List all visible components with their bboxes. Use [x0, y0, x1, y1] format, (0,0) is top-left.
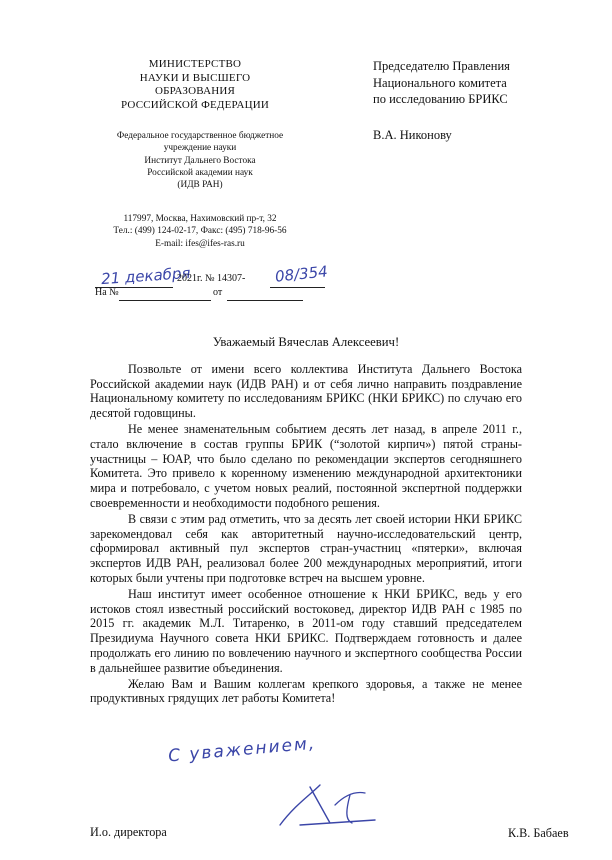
reference-date-line [227, 300, 303, 301]
recipient-block [373, 58, 593, 108]
ministry-block [95, 58, 295, 112]
institution-line: (ИДВ РАН) [177, 180, 223, 191]
paragraph: Желаю Вам и Вашим коллегам крепкого здоровья, а также не менее продуктивных грядущих лет работы Комитета! [90, 676, 522, 706]
registration-block [95, 262, 355, 305]
handwritten-closing: С уважением, [167, 733, 317, 767]
signer-title: И.о. директора [90, 825, 167, 839]
reference-label: На № [95, 287, 119, 298]
ministry-line: НАУКИ И ВЫСШЕГО [139, 71, 251, 84]
paragraph: В связи с этим рад отметить, что за десять лет своей истории НКИ БРИКС зарекомендовал себя как авторитетный научно-исследовательский центр, сформировал активный пул экспертов стран-участниц «пятерки», включая экспертов ИДВ РАН, реализовал более 200 международных мероприятий, итоги которых были учтены при подготовке встреч на высшем уровне. [90, 512, 522, 585]
email-line: E-mail: ifes@ifes-ras.ru [155, 238, 245, 249]
institution-line: Федеральное государственное бюджетное [116, 131, 284, 141]
paragraph: Наш институт имеет особенное отношение к НКИ БРИКС, ведь у его истоков стоял известный российский востоковед, директор ИДВ РАН с 1985 по 2015 гг. академик М.Л. Титаренко, в 2011-ом году ставший председателем Президиума Научного совета НКИ БРИКС. Подтверждаем готовность и далее продолжать его линию по вовлечению научного и экспертного сообщества России в дальнейшее развитие объединения. [90, 587, 522, 675]
ministry-line: РОССИЙСКОЙ ФЕДЕРАЦИИ [120, 98, 270, 111]
registration-year-number: 2021г. № 14307- [177, 273, 246, 284]
signature-mark [160, 765, 390, 835]
ministry-line: ОБРАЗОВАНИЯ [154, 85, 236, 97]
recipient-line: по исследованию БРИКС [373, 92, 508, 106]
institution-line: Российской академии наук [147, 167, 253, 178]
phone-line: Тел.: (499) 124-02-17, Факс: (495) 718-96-56 [113, 226, 287, 237]
handwritten-number: 08/354 [274, 262, 329, 286]
institution-line: Институт Дальнего Востока [144, 155, 256, 166]
reference-number-line [119, 300, 211, 301]
address-line: 117997, Москва, Нахимовский пр-т, 32 [123, 214, 277, 224]
ministry-line: МИНИСТЕРСТВО [148, 58, 242, 70]
signer-name: К.В. Бабаев [508, 826, 569, 840]
recipient-line: Национального комитета [373, 75, 507, 90]
salutation: Уважаемый Вячеслав Алексеевич! [212, 335, 400, 349]
contacts-block [95, 213, 305, 250]
paragraph: Не менее знаменательным событием десять лет назад, в апреле 2011 г., стало включение в состав группы БРИК (“золотой кирпич») пятой страны-участницы – ЮАР, что было сделано по рекомендации экспертов сегодняшнего Комитета. Это привело к коренному изменению международной архитектоники мира и потребовало, с учетом новых реалий, постоянной экспертной поддержки своевременности и необходимости подобного решения. [90, 422, 522, 510]
recipient-line: Председателю Правления [373, 59, 510, 73]
recipient-name: В.А. Никонову [373, 128, 452, 142]
handwritten-date: 21 декабря [100, 263, 192, 289]
number-underline [270, 287, 325, 288]
reference-from-label: от [213, 287, 223, 298]
institution-line: учреждение науки [163, 143, 237, 154]
institution-block [100, 130, 300, 191]
letter-body [90, 362, 522, 708]
paragraph: Позвольте от имени всего коллектива Института Дальнего Востока Российской академии наук (ИДВ РАН) и от себя лично направить поздравление Национальному комитету по исследованиям БРИКС (НКИ БРИКС) по случаю его десятой годовщины. [90, 362, 522, 421]
